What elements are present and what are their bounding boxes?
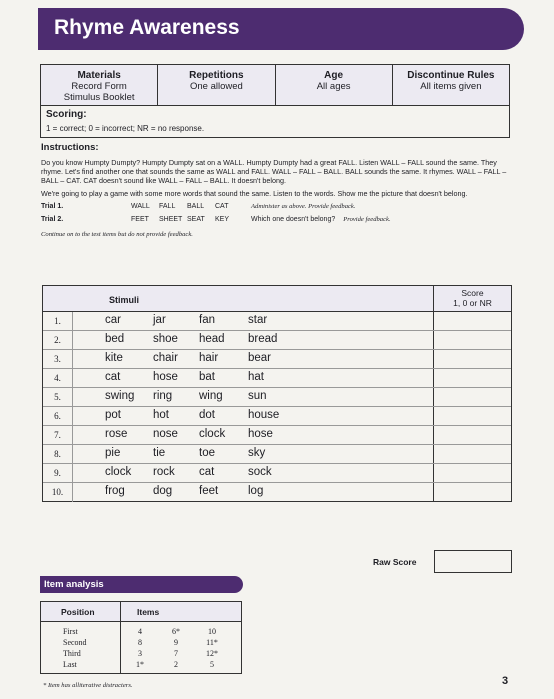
stimulus-word: bread (248, 333, 278, 345)
item-number: 3. (43, 350, 73, 368)
stimulus-word: pot (105, 409, 121, 421)
trial-word: KEY (215, 216, 230, 223)
stimulus-word: nose (153, 428, 178, 440)
stimulus-word: toe (199, 447, 215, 459)
score-cell[interactable] (433, 407, 511, 425)
position-label: First (63, 627, 78, 636)
section-title-banner (38, 8, 524, 50)
info-col-materials (41, 65, 157, 105)
item-number-cell: 4 (138, 627, 142, 636)
item-number: 6. (43, 407, 73, 425)
stimulus-word: dot (199, 409, 215, 421)
info-col-head: Age (324, 70, 344, 81)
stimulus-word: sky (248, 447, 266, 459)
score-cell[interactable] (433, 369, 511, 387)
item-analysis-header (41, 602, 241, 622)
items-column (121, 622, 241, 673)
items-row (121, 648, 241, 659)
score-cell[interactable] (433, 483, 511, 502)
stimulus-word: sock (248, 466, 272, 478)
stimulus-word: dog (153, 485, 173, 497)
score-cell[interactable] (433, 426, 511, 444)
items-row (121, 637, 241, 648)
stimulus-word: hot (153, 409, 169, 421)
stimuli-rows (43, 312, 511, 502)
stimulus-word: pie (105, 447, 121, 459)
stimulus-word: sun (248, 390, 267, 402)
info-col-line: Stimulus Booklet (63, 92, 135, 103)
table-row (43, 445, 511, 464)
table-row (43, 407, 511, 426)
trial-word: FEET (131, 216, 149, 223)
item-number-cell: 5 (210, 660, 214, 669)
stimulus-word: wing (199, 390, 223, 402)
position-label: Third (63, 649, 81, 658)
trial-word: WALL (131, 203, 150, 210)
instructions-section (41, 143, 511, 239)
trial-word: FALL (159, 203, 176, 210)
raw-score-input[interactable] (434, 550, 512, 573)
stimulus-word: ring (153, 390, 173, 402)
trial-word: SHEET (159, 216, 183, 223)
item-number: 4. (43, 369, 73, 387)
trial-question: Which one doesn't belong? (251, 216, 336, 223)
stimulus-word: hair (199, 352, 219, 364)
trial-word: BALL (187, 203, 205, 210)
stimulus-word: log (248, 485, 264, 497)
score-cell[interactable] (433, 350, 511, 368)
stimulus-word: cat (105, 371, 121, 383)
footnote: * Item has alliterative distracters. (43, 682, 133, 689)
item-number: 9. (43, 464, 73, 482)
stimulus-words (73, 426, 433, 444)
info-col-age (275, 65, 392, 105)
item-number-cell: 10 (208, 627, 216, 636)
item-analysis-body (41, 622, 241, 673)
page-number: 3 (502, 675, 509, 687)
item-number-cell: 1* (136, 660, 144, 669)
stimulus-word: kite (105, 352, 123, 364)
position-column-header: Position (41, 602, 121, 621)
stimulus-word: shoe (153, 333, 178, 345)
test-info-table (40, 64, 510, 138)
stimulus-word: fan (199, 314, 215, 326)
item-number-cell: 6* (172, 627, 180, 636)
item-number: 1. (43, 312, 73, 330)
stimulus-words (73, 369, 433, 387)
score-cell[interactable] (433, 445, 511, 463)
items-column-header: Items (137, 607, 160, 617)
table-row (43, 331, 511, 350)
item-number-cell: 2 (174, 660, 178, 669)
table-row (43, 312, 511, 331)
info-col-head: Discontinue Rules (407, 70, 495, 81)
stimulus-words (73, 331, 433, 349)
stimulus-word: hat (248, 371, 264, 383)
trial-note: Provide feedback. (343, 216, 391, 223)
stimulus-word: hose (153, 371, 178, 383)
score-cell[interactable] (433, 312, 511, 330)
scoring-section (41, 106, 509, 136)
items-row (121, 626, 241, 637)
trial-note: Administer as above. Provide feedback. (251, 203, 356, 210)
items-row (121, 659, 241, 670)
scoring-text: 1 = correct; 0 = incorrect; NR = no response. (46, 124, 205, 133)
position-label: Last (63, 660, 77, 669)
scoring-heading: Scoring: (46, 109, 87, 120)
table-row (43, 464, 511, 483)
stimulus-words (73, 464, 433, 482)
stimulus-words (73, 483, 433, 502)
trial-2-row (41, 215, 511, 224)
stimulus-word: frog (105, 485, 125, 497)
info-col-head: Repetitions (189, 70, 244, 81)
stimulus-word: head (199, 333, 225, 345)
stimulus-words (73, 350, 433, 368)
stimulus-word: house (248, 409, 280, 421)
info-columns (41, 65, 509, 106)
score-header-line: Score (461, 288, 484, 298)
raw-score-label: Raw Score (373, 557, 417, 567)
info-col-line: Record Form (71, 81, 127, 92)
info-col-head: Materials (77, 70, 121, 81)
trial-label: Trial 1. (41, 203, 64, 210)
info-col-line: All ages (316, 81, 351, 92)
item-number: 10. (43, 483, 73, 502)
stimulus-word: feet (199, 485, 219, 497)
stimulus-word: car (105, 314, 121, 326)
stimulus-words (73, 312, 433, 330)
item-number-cell: 7 (174, 649, 178, 658)
stimuli-column-header: Stimuli (109, 295, 140, 305)
info-col-repetitions (157, 65, 274, 105)
stimulus-word: clock (105, 466, 132, 478)
item-number-cell: 3 (138, 649, 142, 658)
table-row (43, 369, 511, 388)
trial-1-row (41, 202, 511, 211)
instructions-paragraph: We're going to play a game with some more words that sound the same. Listen to the words. Show me the picture that doesn't belong. (41, 189, 468, 198)
item-analysis-table (40, 601, 242, 674)
trial-label: Trial 2. (41, 216, 64, 223)
item-number: 7. (43, 426, 73, 444)
item-analysis-banner (40, 576, 243, 593)
stimulus-word: swing (105, 390, 135, 402)
item-analysis-title: Item analysis (44, 579, 104, 590)
continue-note: Continue on to the test items but do not provide feedback. (41, 231, 193, 238)
score-column-header (433, 286, 511, 311)
item-number: 8. (43, 445, 73, 463)
stimulus-word: rose (105, 428, 128, 440)
score-cell[interactable] (433, 464, 511, 482)
item-number-cell: 12* (206, 649, 218, 658)
stimulus-word: cat (199, 466, 215, 478)
stimuli-table-header (43, 286, 511, 312)
position-label: Second (63, 638, 87, 647)
item-number-cell: 9 (174, 638, 178, 647)
stimulus-word: star (248, 314, 268, 326)
score-cell[interactable] (433, 331, 511, 349)
table-row (43, 388, 511, 407)
score-cell[interactable] (433, 388, 511, 406)
info-col-line: One allowed (189, 81, 243, 92)
stimulus-word: bed (105, 333, 125, 345)
stimuli-table (42, 285, 512, 502)
score-header-line: 1, 0 or NR (453, 298, 492, 308)
stimulus-words (73, 445, 433, 463)
info-col-line: All items given (420, 81, 482, 92)
item-number: 5. (43, 388, 73, 406)
item-number: 2. (43, 331, 73, 349)
table-row (43, 426, 511, 445)
stimulus-words (73, 388, 433, 406)
stimulus-word: clock (199, 428, 226, 440)
trial-word: SEAT (187, 216, 205, 223)
page-title: Rhyme Awareness (54, 16, 240, 39)
info-col-discontinue (392, 65, 509, 105)
item-number-cell: 8 (138, 638, 142, 647)
stimulus-word: hose (248, 428, 273, 440)
instructions-paragraph: Do you know Humpty Dumpty? Humpty Dumpty sat on a WALL. Humpty Dumpty had a great FALL. Listen WALL – FALL sound the same. They rhyme. Let's find another one that sounds the same as WALL and FALL. WALL – FALL – BALL. BALL sounds the same. It rhymes. WALL – FALL – BALL – CAT. CAT doesn't sound like WALL – FALL – BALL. It doesn't belong. (41, 158, 507, 185)
stimulus-words (73, 407, 433, 425)
stimulus-word: rock (153, 466, 175, 478)
stimulus-word: chair (153, 352, 178, 364)
trial-word: CAT (215, 203, 229, 210)
stimulus-word: bat (199, 371, 215, 383)
item-number-cell: 11* (206, 638, 218, 647)
table-row (43, 483, 511, 502)
stimulus-word: jar (153, 314, 166, 326)
table-row (43, 350, 511, 369)
instructions-heading: Instructions: (41, 142, 99, 153)
position-column (41, 622, 121, 673)
stimulus-word: bear (248, 352, 272, 364)
stimulus-word: tie (153, 447, 166, 459)
